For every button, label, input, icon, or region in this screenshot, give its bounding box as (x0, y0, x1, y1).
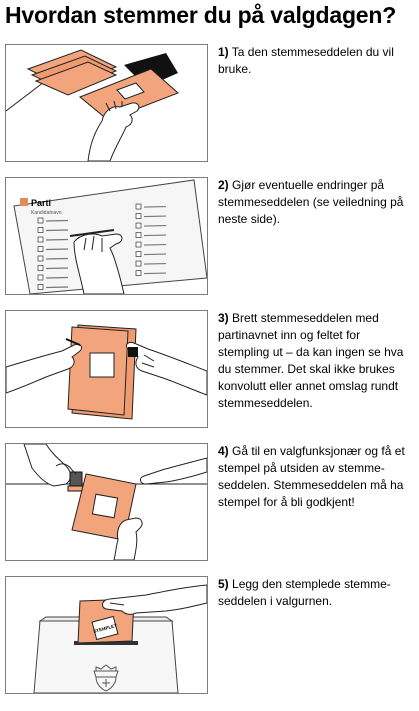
mark-ballot-illustration (6, 178, 207, 294)
ballot-candidate-line (46, 249, 68, 250)
ballot-checkbox (136, 271, 141, 276)
step-description: Ta den stemmeseddelen du vil bruke. (218, 45, 394, 76)
ballot-candidate-line (144, 226, 166, 227)
ballot-checkbox (136, 204, 141, 209)
step-number: 5) (218, 577, 229, 591)
ballot-candidate-line (46, 240, 68, 241)
ballot-candidate-line (144, 207, 166, 208)
ballot-candidate-line (144, 245, 166, 246)
ballot-candidate-line (144, 273, 166, 274)
ballot-checkbox (136, 242, 141, 247)
fold-ballot-illustration (6, 311, 207, 427)
ballot-checkbox (136, 261, 141, 266)
ballot-candidate-label: Kandidatnavn (31, 210, 62, 216)
ballot-checkbox (38, 247, 43, 252)
step-description: Gå til en valgfunksjonær og få et stempel på utsiden av stemme-seddelen. Stemmeseddelen må ha stempel for å bli godkjent! (218, 444, 405, 509)
ballot-checkbox (136, 252, 141, 257)
step-2-illustration (5, 177, 208, 295)
step-3-illustration (5, 310, 208, 428)
step-1-text (218, 44, 414, 78)
ballot-candidate-line (144, 254, 166, 255)
step-5-illustration (5, 576, 208, 694)
step-description: Legg den stemplede stemme-seddelen i valgurnen. (218, 577, 391, 608)
ballot-candidate-line (46, 278, 68, 279)
step-3-text (218, 310, 414, 412)
step-1 (5, 44, 414, 162)
stamp-text: STEMPLET (92, 622, 118, 635)
step-number: 4) (218, 444, 229, 458)
ballot-candidate-line (144, 216, 166, 217)
take-ballot-illustration (6, 45, 207, 161)
ballot-candidate-line (144, 264, 166, 265)
step-2-text (218, 177, 414, 228)
ballot-heading: Parti (31, 198, 52, 208)
ballot-candidate-line (46, 230, 68, 231)
step-description: Brett stemmeseddelen med partinavnet inn og feltet for stempling ut – da kan ingen se hva du stemmer. Det skal ikke brukes konvolutt eller annet omslag rundt stemmeseddelen. (218, 311, 404, 410)
ballot-checkbox (38, 266, 43, 271)
ballot-checkbox (136, 233, 141, 238)
step-number: 3) (218, 311, 229, 325)
ballot-box-illustration (6, 577, 207, 693)
ballot-checkbox (38, 256, 43, 261)
ballot-candidate-line (46, 259, 68, 260)
step-2 (5, 177, 414, 295)
stamp-ballot-illustration (6, 444, 207, 560)
ballot-checkbox (38, 218, 43, 223)
ballot-candidate-line (46, 268, 68, 269)
ballot-checkbox (38, 275, 43, 280)
ballot-checkbox (136, 223, 141, 228)
ballot-checkbox (38, 285, 43, 290)
step-description: Gjør eventuelle endringer på stemmeseddelen (se veiledning på neste side). (218, 178, 404, 226)
ballot-checkbox (38, 237, 43, 242)
step-number: 1) (218, 45, 229, 59)
step-4 (5, 443, 414, 561)
ballot-candidate-line (144, 235, 166, 236)
ballot-checkbox (136, 214, 141, 219)
step-1-illustration (5, 44, 208, 162)
step-3 (5, 310, 414, 428)
page-title: Hvordan stemmer du på valgdagen? (5, 2, 397, 28)
ballot-candidate-line (46, 287, 68, 288)
ballot-checkbox (38, 228, 43, 233)
step-4-text (218, 443, 414, 511)
ballot-candidate-line (46, 221, 68, 222)
step-4-illustration (5, 443, 208, 561)
step-5 (5, 576, 414, 694)
step-5-text (218, 576, 414, 610)
step-number: 2) (218, 178, 229, 192)
